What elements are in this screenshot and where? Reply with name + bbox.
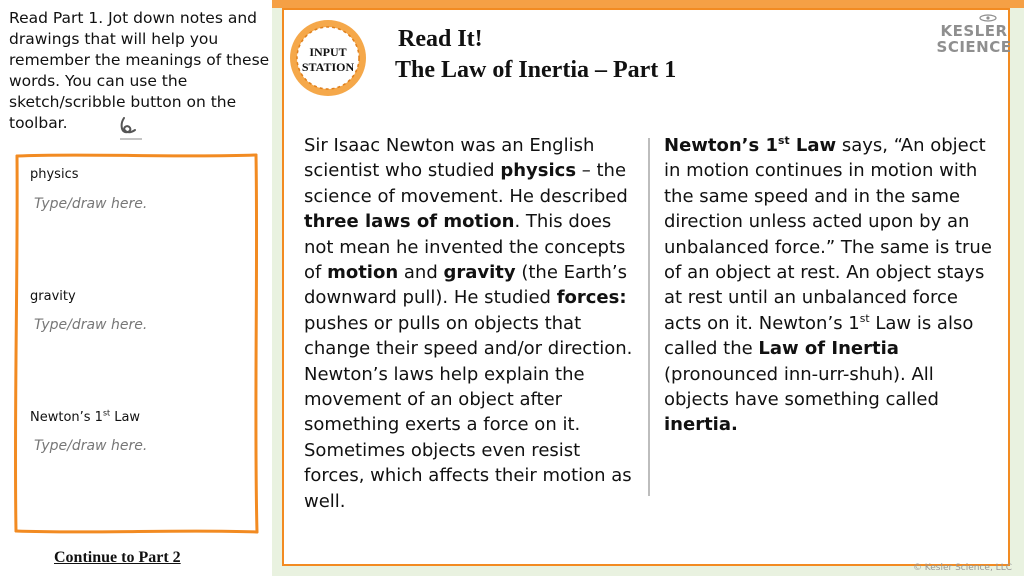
note-label-physics: physics [30, 167, 79, 182]
note-input-gravity[interactable]: Type/draw here. [34, 317, 148, 333]
column-divider [648, 138, 650, 496]
badge-line1: INPUT [309, 45, 347, 59]
kesler-science-logo [936, 12, 1012, 56]
panel-top-band [272, 0, 1024, 8]
badge-line2: STATION [301, 60, 355, 74]
logo-line2: SCIENCE [936, 38, 1012, 56]
reading-column-2: Newton’s 1st Law says, “An object in motion continues in motion with the same speed and in the same direction unless acted upon by an unbalanced force.” The same is true of an object at rest. An object stays at rest until an unbalanced force acts on it. Newton’s 1st Law is also called the Law of Inertia (pronounced inn-urr-shuh). All objects have something called inertia. [664, 134, 992, 436]
instructions-text: Read Part 1. Jot down notes and drawings that will help you remember the meanings of these words. You can use the sketch/scribble button on the toolbar. [9, 9, 270, 132]
page-title: Read It! [398, 26, 483, 52]
input-station-badge [287, 17, 369, 99]
note-input-physics[interactable]: Type/draw here. [34, 196, 148, 212]
continue-link[interactable]: Continue to Part 2 [54, 549, 181, 566]
reading-column-1: Sir Isaac Newton was an English scientist who studied physics – the science of movement. He described three laws of motion. This does not mean he invented the concepts of motion and gravity (the Earth’s downward pull). He studied forces: pushes or pulls on objects that change their speed and/or direction. Newton’s laws help explain the movement of an object after something exerts a force on it. Sometimes objects even resist forces, which affects their motion as well. [304, 135, 633, 512]
note-label-gravity: gravity [30, 289, 76, 304]
page-subtitle: The Law of Inertia – Part 1 [395, 57, 677, 83]
copyright-text: © Kesler Science, LLC [912, 563, 1012, 573]
logo-line1: KESLER [940, 22, 1008, 40]
note-input-newtons-first-law[interactable]: Type/draw here. [34, 438, 148, 454]
note-label-newtons-first-law: Newton’s 1st Law [30, 408, 141, 425]
scribble-icon[interactable] [116, 114, 146, 142]
notes-card [13, 152, 259, 535]
